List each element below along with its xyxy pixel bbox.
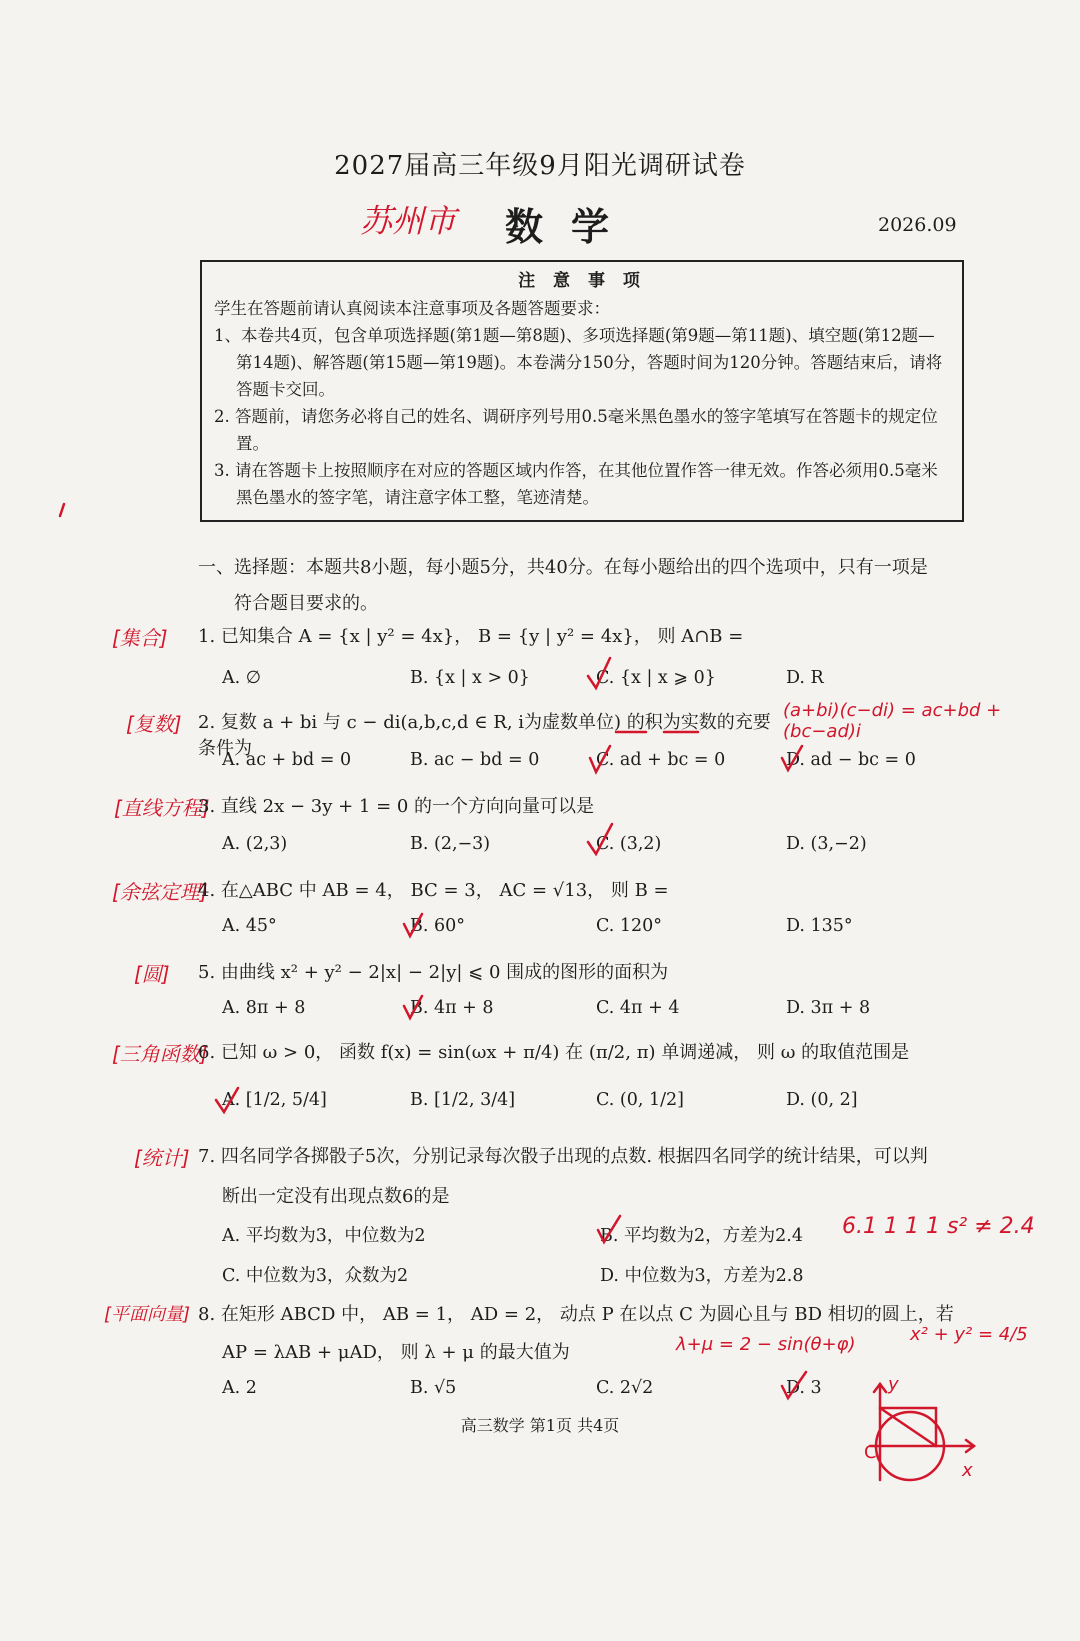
- q7-option-a: A. 平均数为3，中位数为2: [222, 1226, 426, 1246]
- handwritten-city: 苏州市: [360, 202, 457, 240]
- exam-date: 2026.09: [878, 214, 957, 236]
- q5-option-d: D. 3π + 8: [786, 998, 871, 1018]
- q2-option-d: D. ad − bc = 0: [786, 750, 916, 770]
- q8-handwritten-circle-eq: x² + y² = 4/5: [910, 1324, 1028, 1345]
- notice-item-1: 1、本卷共4页，包含单项选择题(第1题—第8题)、多项选择题(第9题—第11题)、填空题(第12题—第14题)、解答题(第15题—第19题)。本卷满分150分，答题时间为120分钟。答题结束后，请将答题卡交回。: [214, 326, 943, 399]
- tick-q2-d: [782, 746, 802, 770]
- q5-stem: 5. 由曲线 x² + y² − 2|x| − 2|y| ⩽ 0 围成的图形的面积为: [198, 962, 669, 983]
- q4-option-b: B. 60°: [410, 916, 466, 936]
- tick-q7-b: [598, 1216, 620, 1242]
- q1-option-c: C. {x | x ⩾ 0}: [596, 668, 716, 688]
- q8-handwritten-note: λ+μ = 2 − sin(θ+φ): [676, 1334, 856, 1355]
- q2-option-c: C. ad + bc = 0: [596, 750, 726, 770]
- q8-option-d: D. 3: [786, 1378, 822, 1398]
- q5-tag: [圆]: [134, 962, 170, 986]
- q2-stem: 2. 复数 a + bi 与 c − di(a,b,c,d ∈ R, i为虚数单位) 的积为实数的充要条件为: [198, 712, 771, 759]
- tick-q6-a: [216, 1088, 238, 1112]
- q7-tag: [统计]: [134, 1146, 190, 1170]
- page-footer: 高三数学 第1页 共4页: [460, 1416, 620, 1435]
- q1-option-b: B. {x | x > 0}: [410, 668, 530, 688]
- q5-option-b: B. 4π + 8: [410, 998, 494, 1018]
- q5-option-c: C. 4π + 4: [596, 998, 680, 1018]
- section-line-1: 一、选择题：本题共8小题，每小题5分，共40分。在每小题给出的四个选项中，只有一项是: [198, 557, 928, 578]
- q8-option-a: A. 2: [222, 1378, 257, 1398]
- notice-item-3: 3. 请在答题卡上按照顺序在对应的答题区域内作答，在其他位置作答一律无效。作答必须用0.5毫米黑色墨水的签字笔，请注意字体工整，笔迹清楚。: [214, 461, 938, 507]
- q8-stem-continued: AP = λAB + μAD， 则 λ + μ 的最大值为: [222, 1342, 570, 1363]
- tick-q5-b: [404, 996, 422, 1018]
- q6-tag: [三角函数]: [112, 1042, 208, 1066]
- tick-q8-d: [782, 1372, 806, 1398]
- sketch-diagonal: [880, 1408, 936, 1446]
- q4-option-d: D. 135°: [786, 916, 853, 936]
- q6-option-a: A. [1/2, 5/4]: [222, 1090, 327, 1110]
- q7-option-d: D. 中位数为3，方差为2.8: [600, 1266, 804, 1286]
- q7-stem: 7. 四名同学各掷骰子5次，分别记录每次骰子出现的点数. 根据四名同学的统计结果，可以判: [198, 1146, 928, 1167]
- sketch-y-label: y: [888, 1374, 899, 1395]
- q8-stem: 8. 在矩形 ABCD 中， AB = 1， AD = 2， 动点 P 在以点 C 为圆心且与 BD 相切的圆上，若: [198, 1304, 954, 1325]
- q8-tag: [平面向量]: [104, 1304, 191, 1325]
- q1-stem: 1. 已知集合 A = {x | y² = 4x}， B = {y | y² = 4x}， 则 A∩B =: [198, 626, 744, 647]
- q1-tag: [集合]: [112, 626, 168, 650]
- q6-option-d: D. (0, 2]: [786, 1090, 858, 1110]
- notice-heading: 注 意 事 项: [518, 271, 646, 291]
- q4-stem: 4. 在△ABC 中 AB = 4， BC = 3， AC = √13， 则 B =: [198, 880, 669, 901]
- tick-q3-c: [588, 824, 612, 854]
- sketch-x-label: x: [962, 1460, 973, 1481]
- q2-handwritten-note: (a+bi)(c−di) = ac+bd + (bc−ad)i: [783, 700, 1002, 742]
- q3-stem: 3. 直线 2x − 3y + 1 = 0 的一个方向向量可以是: [198, 796, 595, 817]
- q4-option-a: A. 45°: [222, 916, 277, 936]
- q3-option-b: B. (2,−3): [410, 834, 491, 854]
- q1-option-a: A. ∅: [222, 668, 262, 688]
- q8-option-c: C. 2√2: [596, 1378, 654, 1398]
- q3-option-c: C. (3,2): [596, 834, 662, 854]
- q7-stem-continued: 断出一定没有出现点数6的是: [222, 1186, 450, 1207]
- q2-option-a: A. ac + bd = 0: [222, 750, 352, 770]
- q5-option-a: A. 8π + 8: [222, 998, 306, 1018]
- margin-mark: [60, 504, 64, 516]
- q6-option-c: C. (0, 1/2]: [596, 1090, 684, 1110]
- q8-option-b: B. √5: [410, 1378, 457, 1398]
- q3-tag: [直线方程]: [114, 796, 210, 820]
- section-line-2: 符合题目要求的。: [234, 593, 378, 614]
- q3-option-a: A. (2,3): [222, 834, 288, 854]
- q6-option-b: B. [1/2, 3/4]: [410, 1090, 516, 1110]
- subject-title: 数学: [505, 204, 638, 249]
- q1-option-d: D. R: [786, 668, 824, 688]
- exam-title: 2027届高三年级9月阳光调研试卷: [334, 151, 746, 181]
- sketch-point-c: C: [864, 1442, 877, 1463]
- q7-option-c: C. 中位数为3，众数为2: [222, 1266, 409, 1286]
- q7-handwritten-note: 6.1 1 1 1 s² ≠ 2.4: [842, 1214, 1035, 1239]
- q4-tag: [余弦定理]: [112, 880, 208, 904]
- notice-intro: 学生在答题前请认真阅读本注意事项及各题答题要求：: [214, 299, 610, 318]
- tick-q4-b: [404, 914, 422, 936]
- q4-option-c: C. 120°: [596, 916, 663, 936]
- notice-item-2: 2. 答题前，请您务必将自己的姓名、调研序列号用0.5毫米黑色墨水的签字笔填写在答题卡的规定位置。: [214, 407, 938, 453]
- q2-option-b: B. ac − bd = 0: [410, 750, 540, 770]
- tick-q2-c: [590, 746, 610, 772]
- q7-option-b: B. 平均数为2，方差为2.4: [600, 1226, 803, 1246]
- q2-tag: [复数]: [126, 712, 182, 736]
- q6-stem: 6. 已知 ω > 0， 函数 f(x) = sin(ωx + π/4) 在 (π/2, π) 单调递减， 则 ω 的取值范围是: [198, 1042, 910, 1063]
- q3-option-d: D. (3,−2): [786, 834, 867, 854]
- tick-q1-c: [588, 658, 610, 688]
